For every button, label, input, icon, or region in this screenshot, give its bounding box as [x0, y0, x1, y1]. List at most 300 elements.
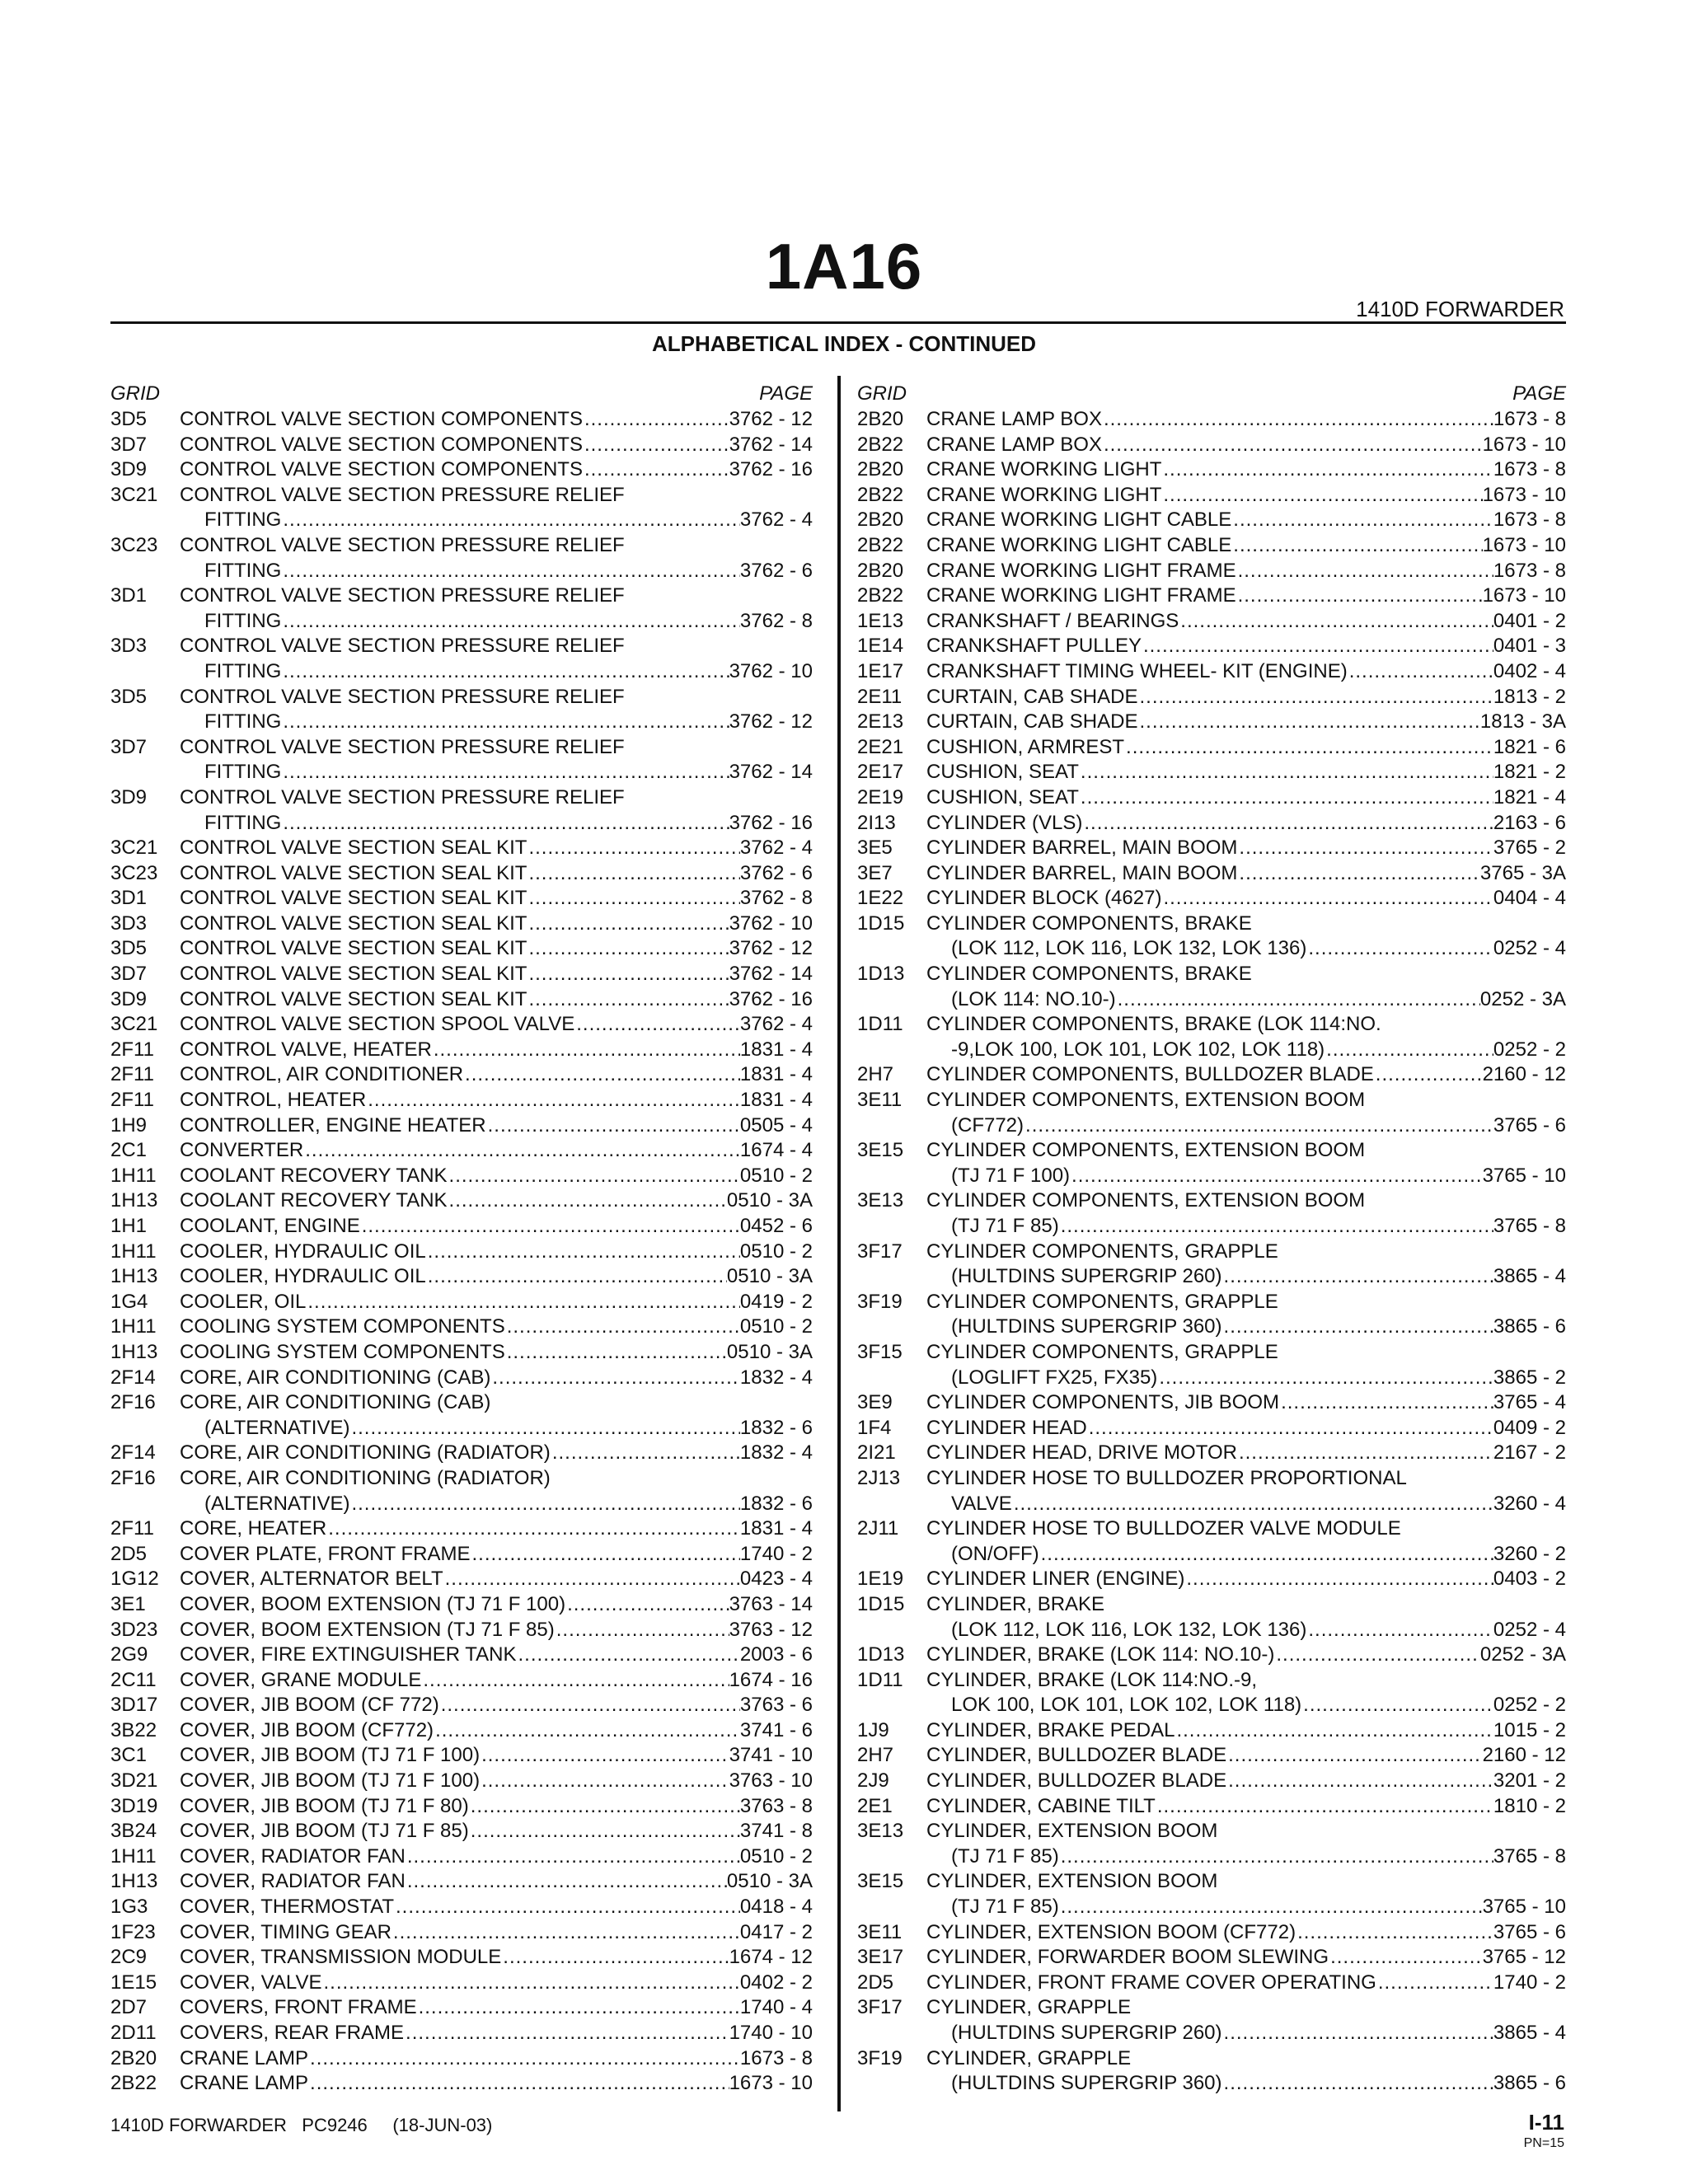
- grid-ref: 3D23: [110, 1618, 158, 1641]
- page-ref: 0510 - 2: [739, 1164, 813, 1187]
- page-ref: 3762 - 16: [729, 987, 813, 1010]
- entry-body: [180, 2046, 813, 2072]
- dot-leader: [1301, 1693, 1493, 1718]
- grid-ref: 2E19: [857, 785, 904, 808]
- page-ref: 3765 - 2: [1493, 837, 1566, 860]
- index-entry: [857, 609, 1566, 635]
- entry-body: [951, 2021, 1566, 2046]
- entry-text: CORE, AIR CONDITIONING (CAB): [180, 1391, 491, 1414]
- grid-ref: 2I13: [857, 811, 896, 834]
- dot-leader: [1222, 1264, 1493, 1290]
- index-entry: [857, 2046, 1566, 2072]
- entry-body: [204, 760, 813, 785]
- entry-text: CORE, AIR CONDITIONING (RADIATOR): [180, 1466, 551, 1489]
- index-entry: [857, 1668, 1566, 1694]
- grid-ref: 3D1: [110, 887, 148, 910]
- entry-text: CYLINDER COMPONENTS, JIB BOOM: [926, 1391, 1280, 1414]
- dot-leader: [1274, 1643, 1480, 1668]
- page-ref: 0510 - 3A: [726, 1189, 813, 1212]
- entry-text: COOLER, HYDRAULIC OIL: [180, 1265, 426, 1288]
- entry-text: CUSHION, SEAT: [926, 785, 1079, 808]
- grid-ref: 1E13: [857, 609, 904, 632]
- page-ref: 0401 - 2: [1493, 609, 1566, 632]
- page-ref: 3762 - 8: [739, 609, 813, 632]
- entry-text: (LOGLIFT FX25, FX35): [951, 1366, 1158, 1389]
- dot-leader: [505, 1340, 727, 1366]
- dot-leader: [281, 659, 729, 685]
- page-ref: 3762 - 12: [729, 937, 813, 960]
- page-ref: 3762 - 4: [739, 837, 813, 860]
- entry-body: [926, 1769, 1566, 1794]
- grid-ref: 3D9: [110, 458, 148, 481]
- index-entry: [857, 1895, 1566, 1920]
- page-ref: 3762 - 10: [729, 912, 813, 935]
- grid-ref: 3D1: [110, 584, 148, 607]
- page-ref: 1673 - 8: [1493, 458, 1566, 481]
- page-ref: 3762 - 6: [739, 559, 813, 582]
- index-entry: [857, 457, 1566, 483]
- entry-text: (HULTDINS SUPERGRIP 360): [951, 2072, 1222, 2095]
- index-entry: [110, 1592, 813, 1618]
- entry-text: (LOK 112, LOK 116, LOK 132, LOK 136): [951, 937, 1307, 960]
- index-entry: [857, 1138, 1566, 1164]
- index-entry: [857, 1971, 1566, 1996]
- entry-text: CYLINDER, GRAPPLE: [926, 2046, 1132, 2069]
- page-ref: 3763 - 12: [729, 1618, 813, 1641]
- entry-body: [926, 1995, 1566, 2021]
- page-ref: 2160 - 12: [1482, 1063, 1566, 1086]
- entry-body: [180, 1062, 813, 1088]
- entry-text: CONTROL VALVE, HEATER: [180, 1038, 432, 1061]
- column-divider: [837, 376, 841, 2111]
- dot-leader: [490, 1366, 740, 1391]
- grid-ref: 2J13: [857, 1466, 901, 1489]
- page-ref: 1015 - 2: [1493, 1718, 1566, 1741]
- dot-leader: [326, 1516, 740, 1542]
- index-entry: [110, 2046, 813, 2072]
- grid-ref: 3E17: [857, 1946, 904, 1969]
- entry-body: [926, 2046, 1566, 2072]
- dot-leader: [281, 710, 729, 735]
- index-entry: [110, 1340, 813, 1366]
- entry-text: CURTAIN, CAB SHADE: [926, 685, 1138, 708]
- entry-text: FITTING: [204, 609, 282, 632]
- index-entry: [110, 1643, 813, 1668]
- entry-body: [180, 1290, 813, 1315]
- dot-leader: [366, 1088, 740, 1113]
- grid-ref: 3C21: [110, 483, 158, 506]
- page-ref: 0252 - 2: [1493, 1694, 1566, 1717]
- page-ref: 1674 - 4: [739, 1139, 813, 1162]
- dot-leader: [1142, 634, 1493, 659]
- entry-body: [951, 1366, 1566, 1391]
- dot-leader: [1070, 1164, 1483, 1189]
- page-ref: 0510 - 3A: [726, 1340, 813, 1363]
- dot-leader: [1102, 407, 1493, 433]
- grid-ref: 1G4: [110, 1290, 148, 1313]
- dot-leader: [1222, 2021, 1493, 2046]
- grid-ref: 1E22: [857, 887, 904, 910]
- entry-text: (HULTDINS SUPERGRIP 260): [951, 1265, 1222, 1288]
- entry-body: [926, 912, 1566, 937]
- entry-text: CYLINDER HEAD, DRIVE MOTOR: [926, 1441, 1237, 1465]
- entry-text: COOLANT, ENGINE: [180, 1215, 360, 1237]
- entry-body: [204, 811, 813, 837]
- entry-body: [180, 987, 813, 1013]
- entry-text: FITTING: [204, 710, 282, 733]
- index-entry: [110, 1971, 813, 1996]
- entry-text: FITTING: [204, 811, 282, 834]
- index-entry: [110, 1869, 813, 1895]
- index-entry: [110, 1390, 813, 1416]
- grid-ref: 3E11: [857, 1089, 903, 1112]
- entry-text: (ALTERNATIVE): [204, 1492, 350, 1515]
- dot-leader: [527, 962, 729, 987]
- entry-body: [180, 2071, 813, 2097]
- entry-body: [180, 407, 813, 433]
- entry-text: CYLINDER, FRONT FRAME COVER OPERATING: [926, 1971, 1376, 1994]
- entry-text: CYLINDER (VLS): [926, 811, 1083, 834]
- grid-ref: 1G3: [110, 1896, 148, 1919]
- entry-text: FITTING: [204, 659, 282, 682]
- entry-body: [926, 559, 1566, 584]
- page-ref: 0409 - 2: [1493, 1416, 1566, 1439]
- grid-ref: 2H7: [857, 1063, 894, 1086]
- dot-leader: [426, 1240, 740, 1265]
- page-ref: 3765 - 12: [1482, 1946, 1566, 1969]
- index-entry: [857, 533, 1566, 559]
- grid-ref: 1D15: [857, 1592, 905, 1615]
- dot-leader: [1039, 1542, 1493, 1568]
- grid-ref: 3F17: [857, 1240, 903, 1263]
- dot-leader: [1329, 1945, 1483, 1971]
- dot-leader: [1306, 936, 1493, 962]
- grid-ref: 2F14: [110, 1441, 156, 1465]
- dot-leader: [583, 433, 729, 458]
- document-model: 1410D FORWARDER: [1356, 297, 1564, 321]
- page-ref: 3763 - 6: [739, 1694, 813, 1717]
- entry-body: [951, 1844, 1566, 1870]
- index-entry: [110, 962, 813, 987]
- index-entry: [110, 1188, 813, 1214]
- grid-ref: 3D17: [110, 1694, 158, 1717]
- dot-leader: [281, 559, 740, 584]
- page-ref: 2160 - 12: [1482, 1744, 1566, 1767]
- dot-leader: [1179, 609, 1493, 635]
- index-entry: [110, 987, 813, 1013]
- page-ref: 3765 - 4: [1493, 1391, 1566, 1414]
- grid-ref: 2J11: [857, 1517, 899, 1540]
- grid-ref: 2B22: [110, 2072, 157, 2095]
- index-entry: [110, 1945, 813, 1971]
- grid-ref: 3B22: [110, 1718, 157, 1741]
- index-entry: [857, 1945, 1566, 1971]
- entry-text: (TJ 71 F 85): [951, 1215, 1059, 1237]
- entry-body: [180, 583, 813, 609]
- entry-body: [180, 962, 813, 987]
- page-ref: 1821 - 2: [1493, 761, 1566, 784]
- entry-text: COOLER, HYDRAULIC OIL: [180, 1240, 426, 1263]
- entry-text: COVER, TIMING GEAR: [180, 1920, 392, 1943]
- page-ref: 0401 - 3: [1493, 635, 1566, 658]
- dot-leader: [527, 987, 729, 1013]
- grid-ref: 3D7: [110, 735, 148, 758]
- index-entry: [110, 2071, 813, 2097]
- entry-text: CYLINDER BLOCK (4627): [926, 887, 1162, 910]
- index-entry: [110, 583, 813, 609]
- index-entry: [110, 659, 813, 685]
- entry-text: COVER, BOOM EXTENSION (TJ 71 F 100): [180, 1592, 566, 1615]
- index-entry: [110, 861, 813, 887]
- dot-leader: [527, 836, 739, 861]
- entry-text: COVER, FIRE EXTINGUISHER TANK: [180, 1643, 517, 1666]
- grid-ref: 3F15: [857, 1340, 903, 1363]
- grid-ref: 2B20: [857, 458, 904, 481]
- entry-text: CYLINDER COMPONENTS, BULLDOZER BLADE: [926, 1063, 1374, 1086]
- entry-body: [180, 861, 813, 887]
- entry-text: CYLINDER COMPONENTS, GRAPPLE: [926, 1340, 1278, 1363]
- footer-pn: PN=15: [1523, 2136, 1564, 2150]
- index-entry: [857, 1869, 1566, 1895]
- index-entry: [110, 1240, 813, 1265]
- entry-text: COOLANT RECOVERY TANK: [180, 1189, 448, 1212]
- index-entry: [110, 735, 813, 761]
- page-ref: 3741 - 8: [739, 1820, 813, 1843]
- page-ref: 1673 - 8: [1493, 509, 1566, 532]
- column-header-right: [857, 382, 1566, 407]
- page-ref: 0510 - 2: [739, 1240, 813, 1263]
- dot-leader: [1222, 1315, 1493, 1340]
- entry-text: CONTROL VALVE SECTION COMPONENTS: [180, 408, 583, 430]
- entry-body: [926, 760, 1566, 785]
- dot-leader: [1296, 1920, 1493, 1946]
- entry-body: [926, 483, 1566, 509]
- page-ref: 2163 - 6: [1493, 811, 1566, 834]
- dot-leader: [281, 811, 729, 837]
- grid-ref: 2B22: [857, 584, 904, 607]
- page-ref: 3741 - 10: [729, 1744, 813, 1767]
- grid-ref: 2J9: [857, 1769, 889, 1793]
- grid-ref: 2F14: [110, 1366, 156, 1389]
- index-entry: [857, 508, 1566, 533]
- page-ref: 0505 - 4: [739, 1113, 813, 1137]
- page-ref: 0418 - 4: [739, 1896, 813, 1919]
- index-entry: [857, 1567, 1566, 1592]
- entry-text: -9,LOK 100, LOK 101, LOK 102, LOK 118): [951, 1038, 1325, 1061]
- entry-body: [180, 1718, 813, 1744]
- page-ref: 1831 - 4: [739, 1063, 813, 1086]
- index-entry: [857, 1164, 1566, 1189]
- index-entry: [110, 559, 813, 584]
- page-ref: 1740 - 2: [739, 1542, 813, 1565]
- page-ref: 0510 - 2: [739, 1844, 813, 1868]
- entry-body: [926, 1920, 1566, 1946]
- entry-text: CYLINDER COMPONENTS, EXTENSION BOOM: [926, 1089, 1366, 1112]
- index-entry: [857, 2021, 1566, 2046]
- index-entry: [857, 1920, 1566, 1946]
- entry-body: [926, 1668, 1566, 1694]
- grid-ref: 2C11: [110, 1668, 157, 1691]
- index-entry: [857, 1264, 1566, 1290]
- grid-ref: 3D21: [110, 1769, 158, 1793]
- index-entry: [110, 533, 813, 559]
- page-ref: 0252 - 4: [1493, 1618, 1566, 1641]
- entry-body: [926, 1441, 1566, 1466]
- entry-body: [180, 1743, 813, 1769]
- page-ref: 3762 - 14: [729, 963, 813, 986]
- index-entry: [857, 407, 1566, 433]
- dot-leader: [1237, 1441, 1493, 1466]
- page-header: PAGE: [1512, 382, 1566, 405]
- dot-leader: [360, 1214, 740, 1240]
- page-ref: 1831 - 4: [739, 1517, 813, 1540]
- grid-ref: 1D15: [857, 912, 905, 935]
- entry-text: FITTING: [204, 761, 282, 784]
- entry-body: [926, 836, 1566, 861]
- entry-body: [951, 1164, 1566, 1189]
- index-entry: [857, 1062, 1566, 1088]
- entry-text: COOLER, OIL: [180, 1290, 307, 1313]
- dot-leader: [1348, 659, 1493, 685]
- index-entry: [857, 1113, 1566, 1139]
- entry-text: (HULTDINS SUPERGRIP 260): [951, 2022, 1222, 2044]
- dot-leader: [1079, 785, 1493, 811]
- page-ref: 0417 - 2: [739, 1920, 813, 1943]
- grid-ref: 1E14: [857, 635, 904, 658]
- dot-leader: [1102, 433, 1483, 458]
- dot-leader: [574, 1012, 740, 1038]
- dot-leader: [434, 1718, 740, 1744]
- index-entry: [110, 811, 813, 837]
- dot-leader: [417, 1995, 740, 2021]
- grid-ref: 1D11: [857, 1668, 903, 1691]
- grid-ref: 3F17: [857, 1996, 903, 2019]
- dot-leader: [448, 1164, 740, 1189]
- index-title: ALPHABETICAL INDEX - CONTINUED: [651, 331, 1037, 356]
- entry-text: CONTROL VALVE SECTION COMPONENTS: [180, 458, 583, 481]
- page-ref: 3762 - 10: [729, 659, 813, 682]
- index-entry: [110, 1693, 813, 1718]
- page-ref: 1674 - 16: [729, 1668, 813, 1691]
- index-entry: [857, 659, 1566, 685]
- page-ref: 1673 - 10: [1482, 533, 1566, 556]
- entry-body: [926, 1240, 1566, 1265]
- dot-leader: [443, 1567, 740, 1592]
- dot-leader: [1237, 836, 1493, 861]
- entry-text: CYLINDER, BRAKE (LOK 114: NO.10-): [926, 1643, 1275, 1666]
- grid-ref: 2F11: [110, 1517, 154, 1540]
- index-entry: [857, 1844, 1566, 1870]
- dot-leader: [1184, 1567, 1493, 1592]
- page-ref: 3765 - 8: [1493, 1215, 1566, 1237]
- grid-ref: 3D19: [110, 1794, 158, 1817]
- entry-text: (CF772): [951, 1113, 1025, 1137]
- entry-text: (TJ 71 F 85): [951, 1896, 1059, 1919]
- entry-text: COVER, ALTERNATOR BELT: [180, 1568, 443, 1591]
- entry-text: CONTROL VALVE SECTION COMPONENTS: [180, 433, 583, 456]
- entry-body: [951, 987, 1566, 1013]
- entry-body: [951, 1214, 1566, 1240]
- index-entry: [857, 912, 1566, 937]
- entry-text: CYLINDER, CABINE TILT: [926, 1794, 1156, 1817]
- grid-ref: 2I21: [857, 1441, 896, 1465]
- grid-ref: 3E13: [857, 1820, 904, 1843]
- entry-body: [926, 710, 1566, 735]
- grid-ref: 3D7: [110, 963, 148, 986]
- entry-body: [926, 886, 1566, 912]
- dot-leader: [439, 1693, 740, 1718]
- index-entry: [857, 1290, 1566, 1315]
- entry-body: [204, 710, 813, 735]
- entry-text: CORE, AIR CONDITIONING (RADIATOR): [180, 1441, 551, 1465]
- grid-ref: 2F11: [110, 1089, 154, 1112]
- index-list-left: [110, 407, 813, 2097]
- page-ref: 3762 - 6: [739, 861, 813, 884]
- entry-body: [926, 1743, 1566, 1769]
- page-ref: 0419 - 2: [739, 1290, 813, 1313]
- page-ref: 1740 - 2: [1493, 1971, 1566, 1994]
- page-ref: 1832 - 6: [739, 1416, 813, 1439]
- page-ref: 3260 - 4: [1493, 1492, 1566, 1515]
- dot-leader: [1236, 559, 1493, 584]
- dot-leader: [527, 861, 739, 887]
- page-ref: 3762 - 4: [739, 509, 813, 532]
- entry-body: [180, 1769, 813, 1794]
- entry-text: COVER, JIB BOOM (CF772): [180, 1718, 434, 1741]
- dot-leader: [583, 407, 729, 433]
- grid-ref: 3E15: [857, 1870, 904, 1893]
- page-ref: 3741 - 6: [739, 1718, 813, 1741]
- grid-ref: 1H11: [110, 1315, 157, 1338]
- grid-ref: 2B20: [857, 408, 904, 430]
- page-ref: 3865 - 4: [1493, 1265, 1566, 1288]
- index-entry: [110, 2021, 813, 2046]
- entry-body: [180, 1869, 813, 1895]
- page-ref: 1831 - 4: [739, 1038, 813, 1061]
- index-entry: [857, 1340, 1566, 1366]
- grid-ref: 3C23: [110, 861, 158, 884]
- dot-leader: [281, 609, 740, 635]
- index-entry: [857, 1542, 1566, 1568]
- grid-ref: 1E19: [857, 1568, 904, 1591]
- grid-ref: 1E15: [110, 1971, 157, 1994]
- entry-body: [926, 634, 1566, 659]
- grid-ref: 3E13: [857, 1189, 904, 1212]
- entry-body: [180, 1315, 813, 1340]
- page-ref: 1673 - 8: [1493, 559, 1566, 582]
- page-ref: 1821 - 6: [1493, 735, 1566, 758]
- grid-ref: 2G9: [110, 1643, 148, 1666]
- entry-body: [180, 1466, 813, 1492]
- grid-ref: 2D11: [110, 2022, 157, 2044]
- index-entry: [857, 1214, 1566, 1240]
- entry-text: CRANE LAMP: [180, 2072, 309, 2095]
- entry-body: [926, 583, 1566, 609]
- entry-body: [180, 433, 813, 458]
- entry-body: [180, 1794, 813, 1820]
- entry-body: [926, 1945, 1566, 1971]
- entry-body: [180, 634, 813, 659]
- dot-leader: [421, 1668, 729, 1694]
- index-entry: [857, 1516, 1566, 1542]
- entry-text: CYLINDER COMPONENTS, BRAKE: [926, 963, 1252, 986]
- entry-text: CYLINDER HOSE TO BULLDOZER VALVE MODULE: [926, 1517, 1401, 1540]
- page-ref: 2167 - 2: [1493, 1441, 1566, 1465]
- entry-text: COVER, JIB BOOM (TJ 71 F 100): [180, 1744, 481, 1767]
- grid-ref: 3E5: [857, 837, 893, 860]
- entry-body: [926, 1567, 1566, 1592]
- page-ref: 3762 - 16: [729, 458, 813, 481]
